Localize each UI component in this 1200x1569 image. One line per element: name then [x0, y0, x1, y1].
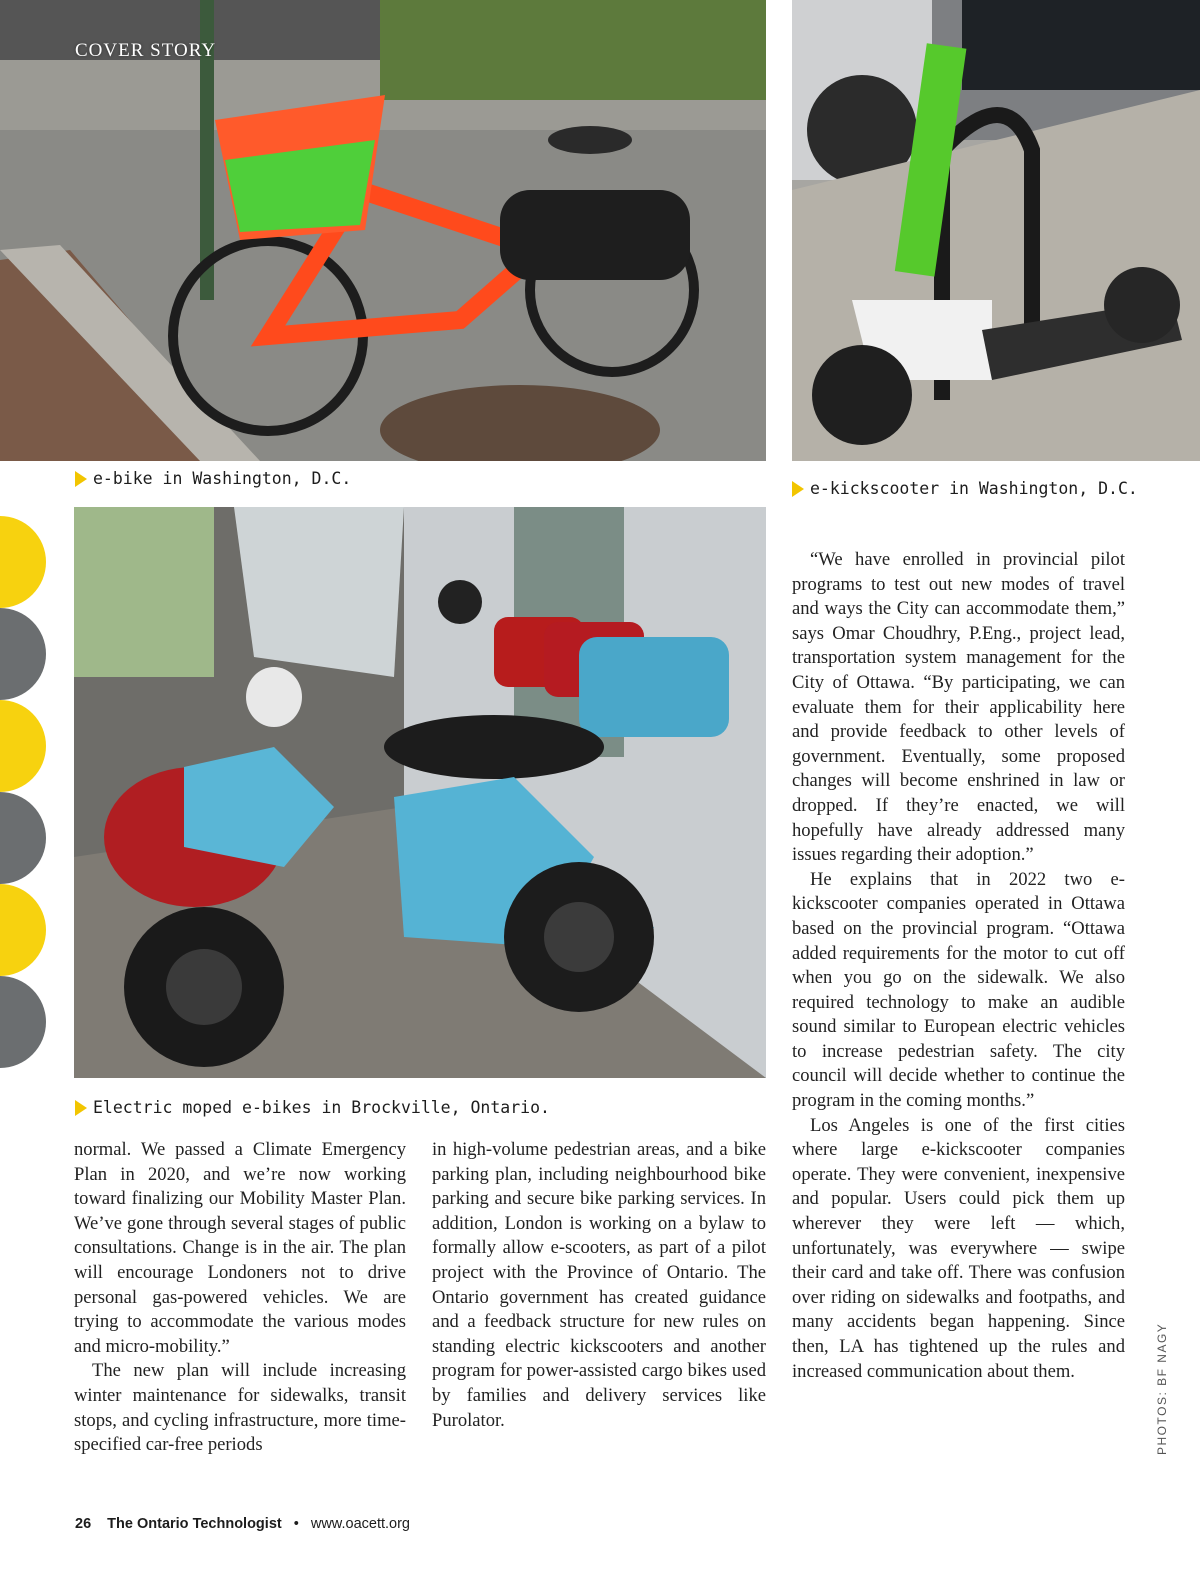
- decor-circle-gray: [0, 976, 46, 1068]
- caption-arrow-icon: [75, 471, 87, 487]
- decor-circle-yellow: [0, 884, 46, 976]
- moped-caption-text: Electric moped e-bikes in Brockville, Ontario.: [93, 1098, 550, 1117]
- kickscooter-photo: [792, 0, 1200, 461]
- decor-circle-gray: [0, 608, 46, 700]
- decor-circle-gray: [0, 792, 46, 884]
- footer-separator: •: [293, 1516, 299, 1532]
- paragraph: The new plan will include increasing winter maintenance for sidewalks, transit stops, and cycling infrastructure, more time-specified car-free periods: [74, 1360, 406, 1456]
- article-column-2: [432, 1138, 766, 1433]
- ebike-caption: [75, 469, 351, 488]
- caption-arrow-icon: [75, 1100, 87, 1116]
- decor-circle-yellow: [0, 700, 46, 792]
- caption-arrow-icon: [792, 481, 804, 497]
- kickscooter-caption: [792, 479, 1138, 498]
- paragraph: “We have enrolled in provincial pilot programs to test out new modes of travel and ways the City can accommodate them,” says Omar Choudhry, P.Eng., project lead, transportation system management for the City of Ottawa. “By participating, we can evaluate them for their applicability here and provide feedback to other levels of government. Eventually, some proposed changes will become enshrined in law or dropped. If they’re enacted, we will hopefully have already addressed many issues regarding their adoption.”: [792, 549, 1125, 866]
- footer-url[interactable]: www.oacett.org: [310, 1516, 410, 1532]
- ebike-caption-text: e-bike in Washington, D.C.: [93, 469, 352, 488]
- paragraph: Los Angeles is one of the first cities where large e-kickscooter companies operate. They were convenient, inexpensive and popular. Users could pick them up wherever they were left — which, unfortunately, was everywhere — swipe their card and take off. There was confusion over riding on sidewalks and footpaths, and many accidents began happening. Since then, LA has tightened up the rules and increased communication about them.: [792, 1114, 1125, 1382]
- paragraph: He explains that in 2022 two e-kickscooter companies operated in Ottawa based on the provincial program. “Ottawa added requirements for the motor to cut off when you go on the sidewalk. We also required technology to make an audible sound similar to European electric vehicles to increase pedestrian safety. The city council will decide whether to continue the program in the coming months.”: [792, 868, 1125, 1112]
- page-footer: [75, 1516, 410, 1532]
- moped-caption: [75, 1098, 550, 1117]
- article-column-3: [792, 548, 1125, 1384]
- section-label: COVER STORY: [75, 40, 217, 61]
- moped-photo: [74, 507, 766, 1078]
- ebike-photo: [0, 0, 766, 461]
- publication-name: The Ontario Technologist: [107, 1516, 282, 1532]
- page-number: 26: [75, 1516, 92, 1532]
- kickscooter-caption-text: e-kickscooter in Washington, D.C.: [810, 479, 1138, 498]
- article-column-1: [74, 1138, 406, 1458]
- paragraph: in high-volume pedestrian areas, and a bike parking plan, including neighbourhood bike parking and secure bike parking services. In addition, London is working on a bylaw to formally allow e-scooters, as part of a pilot project with the Province of Ontario. The Ontario government has created guidance and a feedback structure for new rules on standing electric kickscooters and another program for power-assisted cargo bikes used by families and delivery services like Purolator.: [432, 1139, 766, 1431]
- paragraph: normal. We passed a Climate Emergency Plan in 2020, and we’re now working toward finalizing our Mobility Master Plan. We’ve gone through several stages of public consultations. Change is in the air. The plan will encourage Londoners not to drive personal gas-powered vehicles. We are trying to accommodate the various modes and micro-mobility.”: [74, 1139, 406, 1357]
- photo-credit: PHOTOS: BF NAGY: [1155, 1322, 1169, 1455]
- decor-circle-yellow: [0, 516, 46, 608]
